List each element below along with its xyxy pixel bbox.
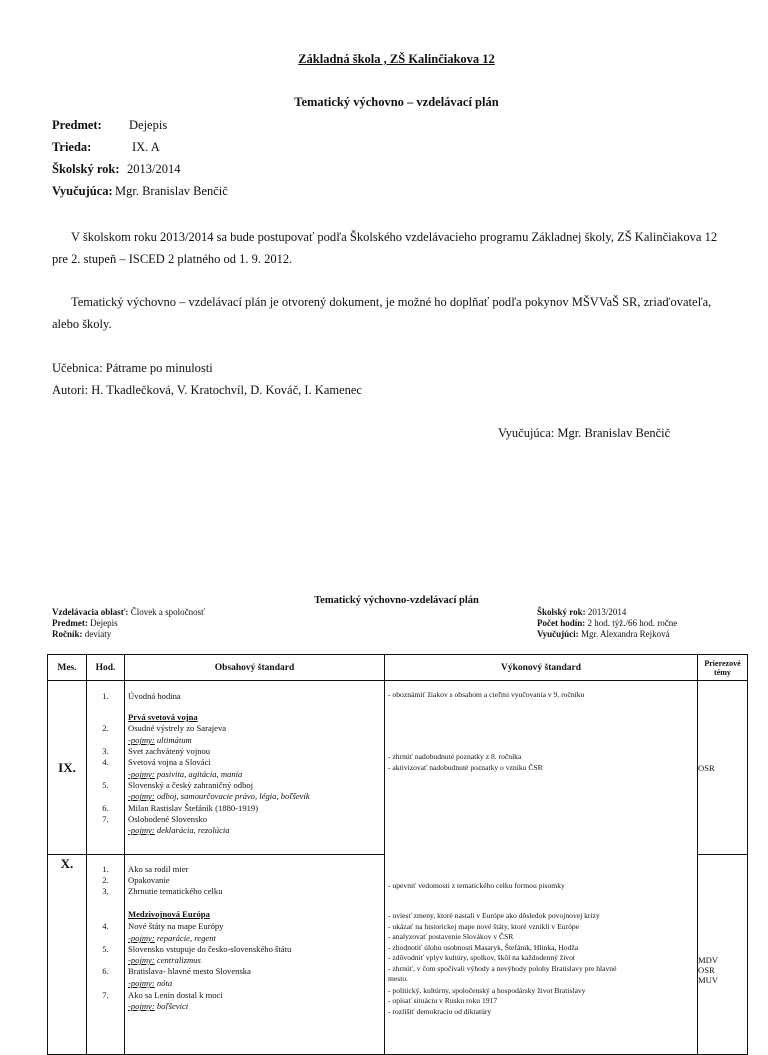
teacher-row	[52, 184, 228, 199]
lesson-terms	[125, 735, 387, 745]
table-row	[48, 681, 748, 855]
cross-topic: MDV	[698, 955, 719, 965]
intro-line-1: V školskom roku 2013/2014 sa bude postupovať podľa Školského vzdelávacieho programu Základnej školy, ZŠ Kalinčiakova 12	[71, 230, 718, 244]
cross-topic-cell	[698, 855, 748, 1055]
plan-meta-right	[537, 607, 677, 640]
plan-title: Tematický výchovno-vzdelávací plán	[314, 595, 479, 606]
school-name: Základná škola , ZŠ Kalinčiakova 12	[298, 52, 495, 66]
school-year-row	[52, 162, 180, 177]
plan-year-value: 2013/2014	[587, 607, 627, 617]
textbook-line: Učebnica: Pátrame po minulosti	[52, 361, 213, 375]
lesson-terms	[125, 933, 387, 943]
terms-list: deklarácia, rezolúcia	[154, 825, 230, 835]
class-row	[52, 140, 160, 155]
plan-subject-label: Predmet:	[52, 618, 88, 628]
authors-line: Autori: H. Tkadlečková, V. Kratochvíl, D. Kováč, I. Kamenec	[52, 383, 362, 397]
lesson-number	[87, 735, 124, 745]
lesson-terms	[125, 978, 387, 988]
lesson-terms	[125, 825, 387, 835]
lesson-number: 1.	[102, 864, 109, 874]
lesson-number: 4.	[102, 921, 109, 931]
plan-teacher-value: Mgr. Alexandra Rejková	[580, 629, 670, 639]
terms-list: pasivita, agitácia, mania	[154, 769, 243, 779]
lesson-number	[87, 791, 124, 801]
school-year-label: Školský rok:	[52, 162, 120, 176]
school-year-value: 2013/2014	[127, 162, 181, 176]
performance-item: - upevniť vedomosti z tematického celku formou písomky	[388, 881, 565, 890]
performance-item: - zhrnúť, v čom spočívali výhody a nevýhody polohy Bratislavy pre hlavné	[388, 964, 617, 973]
lesson-number: 5.	[102, 944, 109, 954]
lesson-number: 2.	[102, 875, 109, 885]
unit-heading: Prvá svetová vojna	[128, 712, 198, 722]
lesson-topic: Slovensko vstupuje do česko-slovenského štátu	[128, 944, 292, 954]
plan-year-label: Školský rok:	[537, 607, 586, 617]
lesson-topic: Osudné výstrely zo Sarajeva	[128, 723, 227, 733]
col-cross-topics: Prierezové témy	[698, 655, 748, 681]
terms-label: -pojmy:	[128, 791, 155, 801]
terms-list: nóta	[154, 978, 173, 988]
performance-item: - zhrnúť nadobudnuté poznatky z 8. ročníka	[388, 752, 522, 761]
terms-list: centralizmus	[154, 955, 201, 965]
lesson-number: 5.	[102, 780, 109, 790]
class-label: Trieda:	[52, 140, 92, 154]
hours-value: 2 hod. týž./66 hod. ročne	[587, 618, 678, 628]
performance-item: - opísať situáciu v Rusku roku 1917	[388, 996, 498, 1005]
subject-row	[52, 118, 167, 133]
plan-meta-left	[52, 607, 205, 640]
lesson-topic: Ako sa Lenin dostal k moci	[128, 990, 223, 1000]
lesson-topic: Slovenský a český zahraničný odboj	[128, 780, 254, 790]
cross-topic-cell: OSR	[698, 681, 748, 855]
performance-item: - analyzovať postavenie Slovákov v ČSR	[388, 932, 514, 941]
grade-label: Ročník:	[52, 629, 83, 639]
lesson-topic: Ako sa rodil mier	[128, 864, 189, 874]
terms-list: ultimátum	[154, 735, 192, 745]
lesson-terms	[125, 955, 387, 965]
teacher-signature: Vyučujúca: Mgr. Branislav Benčič	[498, 426, 671, 440]
performance-item: - politický, kultúrny, spoločenský a hospodársky život Bratislavy	[388, 986, 586, 995]
performance-item: - ukázať na historickej mape nové štáty, ktoré vznikli v Európe	[388, 922, 580, 931]
col-hour: Hod.	[87, 655, 125, 681]
performance-item: - oboznámiť žiakov s obsahom a cieľmi vyučovania v 9. ročníku	[388, 690, 585, 699]
month-cell: IX.	[48, 681, 87, 855]
performance-item: - zdôvodniť vplyv kultúry, spolkov, škôl na každodenný život	[388, 953, 576, 962]
hour-cell	[87, 855, 125, 1055]
lesson-number	[87, 769, 124, 779]
terms-label: -pojmy:	[128, 769, 155, 779]
lesson-number	[87, 933, 124, 943]
lesson-number: 4.	[102, 757, 109, 767]
lesson-topic: Nové štáty na mape Európy	[128, 921, 224, 931]
terms-label: -pojmy:	[128, 825, 155, 835]
lesson-topic: Opakovanie	[128, 875, 170, 885]
lesson-topic: Svetová vojna a Slováci	[128, 757, 211, 767]
grade-value: deviaty	[84, 629, 112, 639]
lesson-number	[87, 978, 124, 988]
terms-list: boľševici	[154, 1001, 189, 1011]
teacher-label: Vyučujúca:	[52, 184, 113, 198]
area-value: Človek a spoločnosť	[130, 607, 206, 617]
month-cell: X.	[48, 855, 87, 1055]
lesson-terms	[125, 791, 387, 801]
performance-item: mesto.	[388, 974, 409, 983]
lesson-number: 7.	[102, 990, 109, 1000]
teacher-value: Mgr. Branislav Benčič	[115, 184, 228, 198]
performance-item: - rozlíšiť demokraciu od diktatúry	[388, 1007, 492, 1016]
lesson-number	[87, 1001, 124, 1011]
lesson-topic: Oslobodené Slovensko	[128, 814, 208, 824]
lesson-number	[87, 955, 124, 965]
terms-list: odboj, samourčovacie právo, légia, boľševik	[154, 791, 310, 801]
terms-label: -pojmy:	[128, 735, 155, 745]
col-performance-standard: Výkonový štandard	[385, 655, 698, 681]
lesson-number	[87, 825, 124, 835]
terms-label: -pojmy:	[128, 978, 155, 988]
performance-cell	[385, 681, 698, 1055]
terms-label: -pojmy:	[128, 933, 155, 943]
lesson-topic: Svet zachvátený vojnou	[128, 746, 211, 756]
lesson-topic: Úvodná hodina	[128, 691, 181, 701]
document-title: Tematický výchovno – vzdelávací plán	[294, 95, 499, 109]
lesson-number: 3.	[102, 886, 109, 896]
plan-subject-value: Dejepis	[90, 618, 118, 628]
col-content-standard: Obsahový štandard	[125, 655, 385, 681]
content-cell	[125, 681, 385, 855]
cross-topic: MUV	[698, 975, 719, 985]
lesson-terms	[125, 769, 387, 779]
table-header-row	[48, 655, 748, 681]
performance-item: - uviesť zmeny, ktoré nastali v Európe ako dôsledok povojnovej krízy	[388, 911, 600, 920]
unit-heading: Medzivojnová Európa	[128, 909, 210, 919]
lesson-terms	[125, 1001, 387, 1011]
plan-table	[47, 654, 748, 1055]
lesson-number: 2.	[102, 723, 109, 733]
col-month: Mes.	[48, 655, 87, 681]
performance-item: - aktivizovať nadobudnuté poznatky o vzniku ČSR	[388, 763, 543, 772]
area-label: Vzdelávacia oblasť:	[52, 607, 129, 617]
lesson-number	[87, 712, 124, 722]
hour-cell	[87, 681, 125, 855]
open-doc-line-2: alebo školy.	[52, 317, 112, 331]
intro-paragraph	[52, 226, 742, 270]
plan-teacher-label: Vyučujúci:	[537, 629, 579, 639]
terms-label: -pojmy:	[128, 955, 155, 965]
lesson-topic: Bratislava- hlavné mesto Slovenska	[128, 966, 251, 976]
terms-list: reparácie, regent	[154, 933, 216, 943]
lesson-number: 1.	[102, 691, 109, 701]
performance-item: - zhodnotiť úlohu osobností Masaryk, Štefánik, Hlinka, Hodža	[388, 943, 579, 952]
content-cell	[125, 855, 385, 1055]
lesson-topic: Milan Rastislav Štefánik (1880-1919)	[128, 803, 259, 813]
lesson-number	[87, 909, 124, 919]
class-value: IX. A	[132, 140, 160, 154]
lesson-number: 7.	[102, 814, 109, 824]
lesson-number: 6.	[102, 803, 109, 813]
subject-label: Predmet:	[52, 118, 102, 132]
open-doc-line-1: Tematický výchovno – vzdelávací plán je otvorený dokument, je možné ho doplňať podľa pokynov MŠVVaŠ SR, zriaďovateľa,	[71, 295, 712, 309]
open-document-paragraph	[52, 291, 742, 335]
lesson-number: 6.	[102, 966, 109, 976]
hours-label: Počet hodín:	[537, 618, 586, 628]
terms-label: -pojmy:	[128, 1001, 155, 1011]
cross-topic: OSR	[698, 965, 715, 975]
intro-line-2: pre 2. stupeň – ISCED 2 platného od 1. 9. 2012.	[52, 252, 293, 266]
lesson-number: 3.	[102, 746, 109, 756]
lesson-topic: Zhrnutie tematického celku	[128, 886, 223, 896]
subject-value: Dejepis	[129, 118, 168, 132]
